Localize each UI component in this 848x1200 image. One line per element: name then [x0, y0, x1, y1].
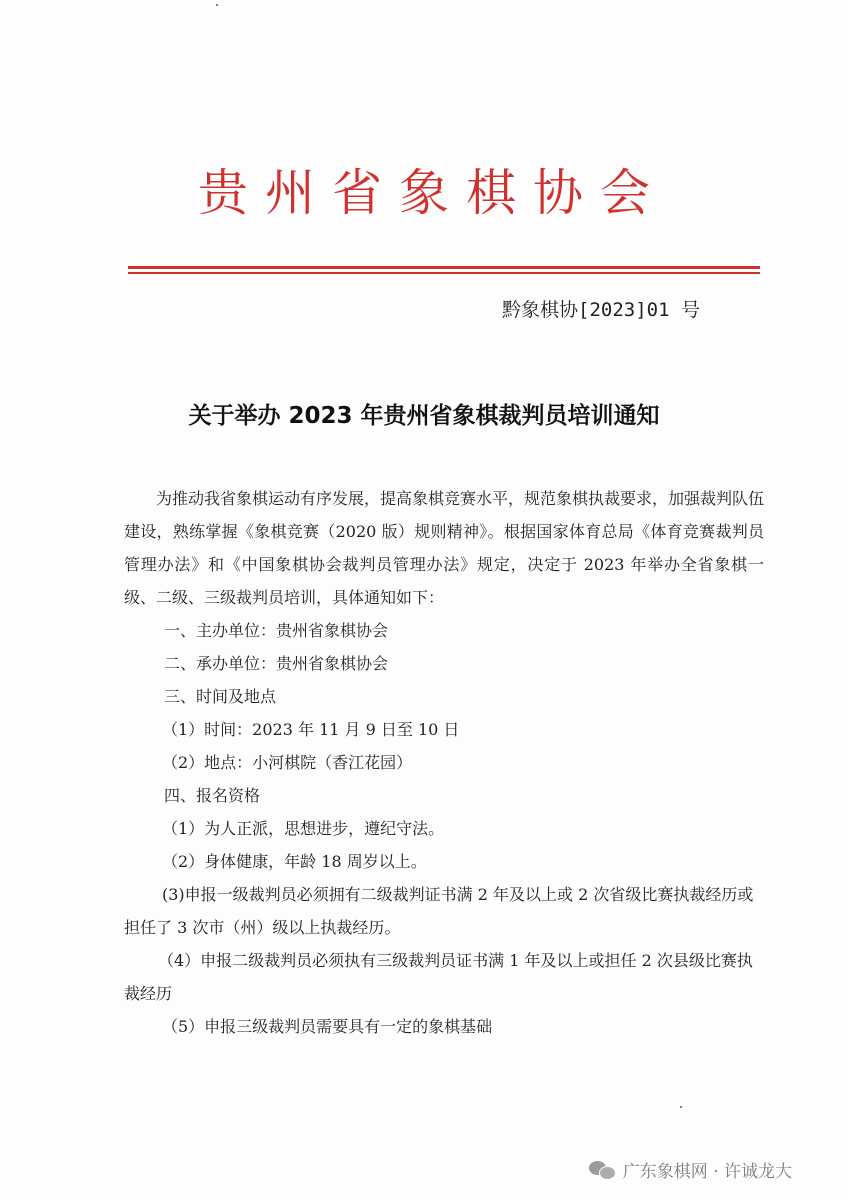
qualification-item: （4）申报二级裁判员必须执有三级裁判员证书满 1 年及以上或担任 2 次县级比赛执裁经历 [124, 951, 753, 1003]
place-line: （2）地点：小河棋院（香江花园） [162, 753, 413, 772]
qualification-item: （2）身体健康，年龄 18 周岁以上。 [162, 852, 427, 871]
qualification-item: （5）申报三级裁判员需要具有一定的象棋基础 [162, 1017, 493, 1036]
letterhead-rule-thin [128, 272, 760, 274]
watermark-text: 广东象棋网 · 许诚龙大 [622, 1162, 792, 1182]
organizer-line: 一、主办单位：贵州省象棋协会 [164, 621, 389, 640]
document-number: 黔象棋协[2023]01 号 [502, 299, 700, 321]
letterhead-rule-thick [128, 266, 760, 269]
time-place-heading: 三、时间及地点 [164, 687, 277, 706]
wechat-icon [589, 1159, 617, 1181]
notice-body [124, 482, 764, 1043]
qualification-item: （1）为人正派，思想进步，遵纪守法。 [162, 819, 445, 838]
intro-paragraph: 为推动我省象棋运动有序发展，提高象棋竞赛水平，规范象棋执裁要求，加强裁判队伍建设，熟练掌握《象棋竞赛（2020 版）规则精神》。根据国家体育总局《体育竞赛裁判员管理办法》和《中国象棋协会裁判员管理办法》规定，决定于 2023 年举办全省象棋一级、二级、三级裁判员培训，具体通知如下： [124, 489, 765, 607]
scan-speck [216, 4, 218, 6]
letterhead-org-name: 贵州省象棋协会 [198, 164, 667, 222]
time-line: （1）时间：2023 年 11 月 9 日至 10 日 [162, 720, 460, 739]
qualification-item: (3)申报一级裁判员必须拥有二级裁判证书满 2 年及以上或 2 次省级比赛执裁经历或担任了 3 次市（州）级以上执裁经历。 [124, 885, 754, 937]
notice-title: 关于举办 2023 年贵州省象棋裁判员培训通知 [188, 403, 660, 429]
undertaker-line: 二、承办单位：贵州省象棋协会 [164, 654, 389, 673]
qualification-heading: 四、报名资格 [164, 786, 261, 805]
scan-speck [680, 1106, 682, 1108]
watermark [589, 1157, 792, 1182]
